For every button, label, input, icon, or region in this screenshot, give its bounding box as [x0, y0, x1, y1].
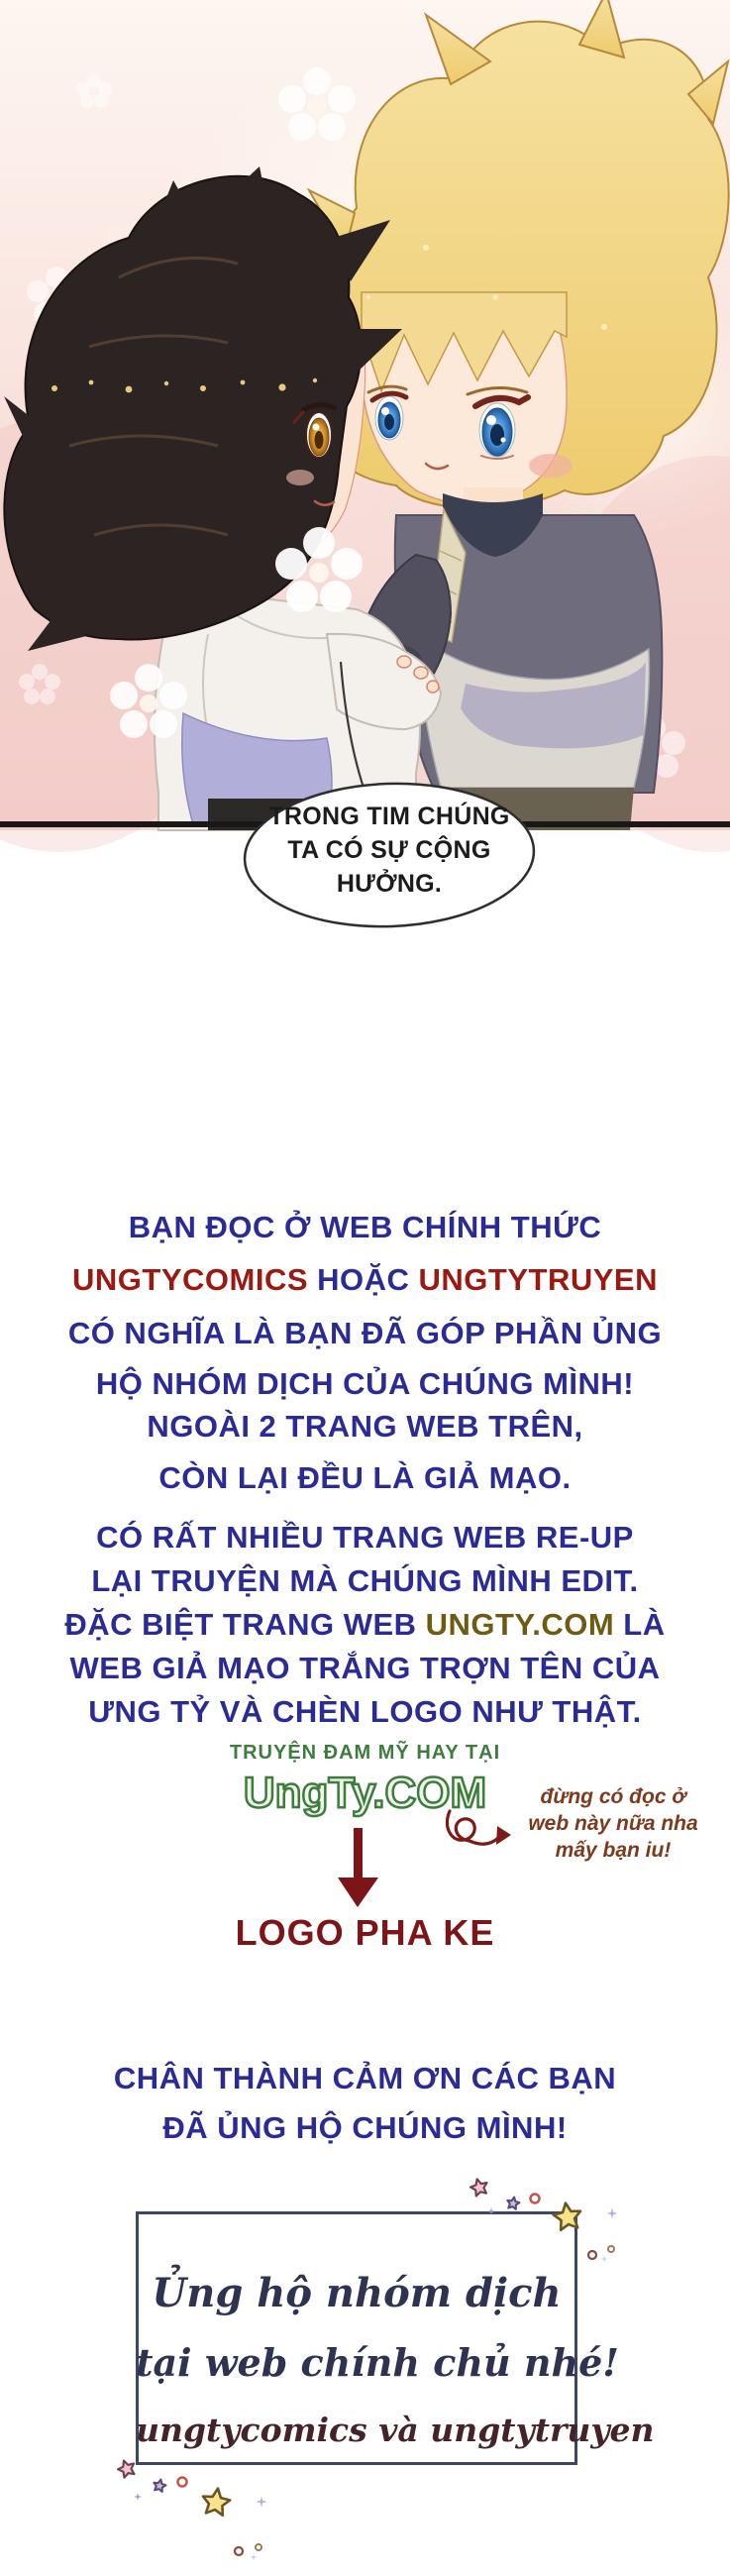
- announcement-line: LẠI TRUYỆN MÀ CHÚNG MÌNH EDIT.: [91, 1563, 639, 1598]
- announcement-line: UNGTYCOMICS HOẶC UNGTYTRUYEN: [72, 1262, 658, 1297]
- announcement-line: CÓ NGHĨA LÀ BẠN ĐÃ GÓP PHẦN ỦNG: [67, 1316, 663, 1350]
- bubble-text-line: TRONG TIM CHÚNG: [268, 803, 510, 830]
- blonde-blush: [529, 454, 573, 478]
- announcement-line: ĐẶC BIỆT TRANG WEB UNGTY.COM LÀ: [64, 1607, 666, 1642]
- announcement-line: WEB GIẢ MẠO TRẮNG TRỢN TÊN CỦA: [69, 1651, 661, 1685]
- fake-site-name: UNGTY.COM: [425, 1607, 615, 1642]
- announcement-line: HỘ NHÓM DỊCH CỦA CHÚNG MÌNH!: [95, 1366, 635, 1401]
- thanks-line: CHÂN THÀNH CẢM ƠN CÁC BẠN: [113, 2061, 617, 2095]
- fake-logo-tagline: TRUYỆN ĐAM MỸ HAY TẠI: [229, 1742, 501, 1764]
- announcement-line: ƯNG TỶ VÀ CHÈN LOGO NHƯ THẬT.: [88, 1694, 642, 1729]
- down-arrow-icon: [334, 1828, 393, 1912]
- fake-logo-label: LOGO PHA KE: [235, 1912, 495, 1953]
- margin-note-line: web này nữa nha: [528, 1812, 698, 1835]
- support-box-line: ungtycomics và ungtytruyen: [136, 2411, 655, 2449]
- fake-logo-site: UngTy.COM: [243, 1769, 487, 1817]
- announcement-line: CÓ RẤT NHIỀU TRANG WEB RE-UP: [96, 1520, 634, 1555]
- announcement-line: NGOÀI 2 TRANG WEB TRÊN,: [147, 1409, 583, 1444]
- margin-note-line: đừng có đọc ở: [540, 1785, 686, 1808]
- margin-note-line: mấy bạn iu!: [555, 1839, 672, 1862]
- site-name: UNGTYTRUYEN: [418, 1262, 658, 1297]
- support-box-line: tại web chính chủ nhé!: [136, 2340, 619, 2385]
- announcement-line: CÒN LẠI ĐỀU LÀ GIẢ MẠO.: [158, 1460, 572, 1495]
- announcement-line: BẠN ĐỌC Ở WEB CHÍNH THỨC: [128, 1210, 602, 1244]
- star-decoration-top-right: [451, 2170, 639, 2294]
- site-name: UNGTYCOMICS: [72, 1262, 309, 1297]
- thanks-line: ĐÃ ỦNG HỘ CHÚNG MÌNH!: [162, 2110, 568, 2145]
- blush: [286, 470, 314, 485]
- bubble-text-line: TA CÓ SỰ CỘNG: [287, 836, 491, 864]
- bubble-text-line: HƯỞNG.: [336, 870, 443, 898]
- star-decoration-bottom-left: [104, 2452, 297, 2576]
- support-box-line: Ủng hộ nhóm dịch: [152, 2270, 562, 2316]
